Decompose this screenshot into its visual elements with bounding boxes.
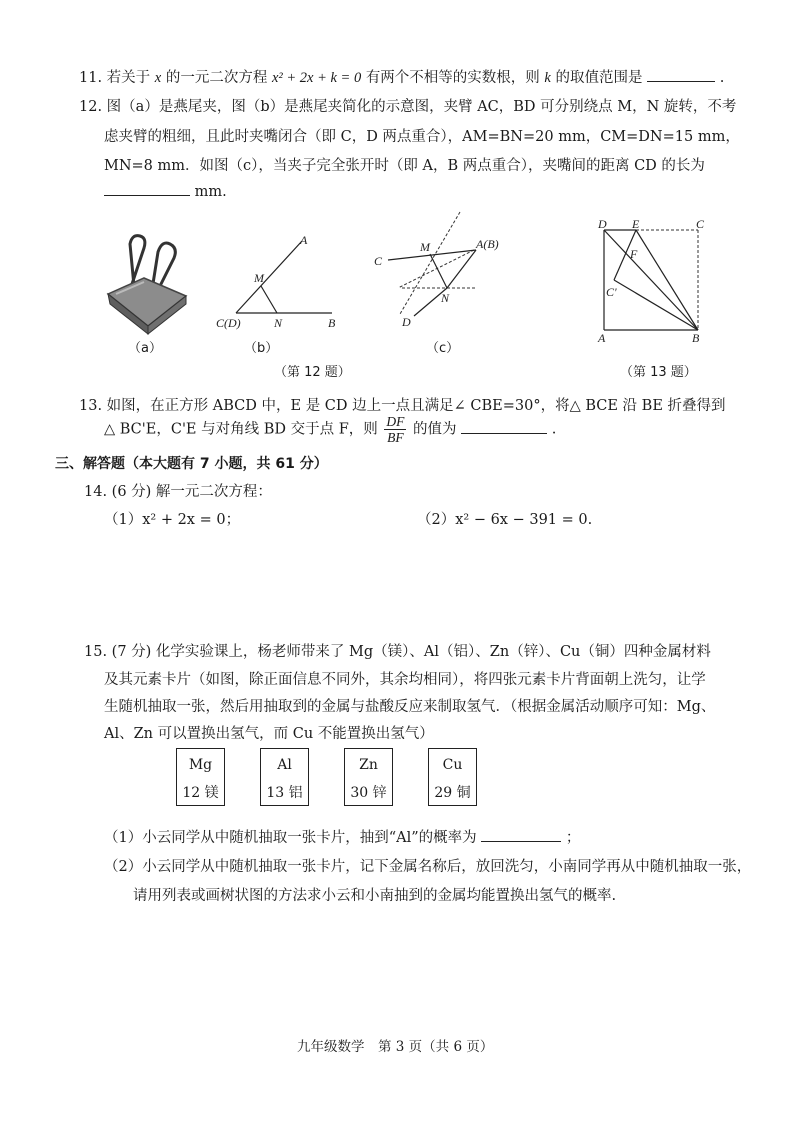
section-3-title: 三、解答题（本大题有 7 小题，共 61 分） xyxy=(55,456,328,472)
q12-answer-blank[interactable] xyxy=(104,181,190,196)
fig-b-label-n: N xyxy=(274,316,283,330)
q11-text-a: 若关于 xyxy=(106,70,151,86)
q13-frac-num: DF xyxy=(386,414,405,429)
card-number: 29 铜 xyxy=(434,785,471,801)
q15-sub1-end: ； xyxy=(565,830,581,846)
q13-answer-blank[interactable] xyxy=(461,419,547,434)
card-number: 30 锌 xyxy=(350,785,387,801)
element-card xyxy=(428,748,477,806)
q13-fraction xyxy=(384,414,406,445)
q15-line4: Al、Zn 可以置换出氢气，而 Cu 不能置换出氢气） xyxy=(104,726,434,742)
q14-number: 14. xyxy=(84,484,108,500)
question-12-line1 xyxy=(79,95,736,116)
element-card xyxy=(344,748,393,806)
q15-sub2-line2: 请用列表或画树状图的方法求小云和小南抽到的金属均能置换出氢气的概率. xyxy=(133,888,617,904)
card-symbol: Zn xyxy=(359,757,378,773)
q11-var-x: x xyxy=(154,70,162,86)
q13-line1: 如图，在正方形 ABCD 中，E 是 CD 边上一点且满足∠ CBE=30°，将△ BCE 沿 BE 折叠得到 xyxy=(106,398,726,414)
q13-line2-b: 的值为 xyxy=(413,421,457,438)
q13-line2-a: △ BC'E，C'E 与对角线 BD 交于点 F，则 xyxy=(104,421,378,438)
q13-label-b: B xyxy=(692,331,700,345)
q11-end: . xyxy=(719,70,725,86)
q13-figure-caption: （第 13 题） xyxy=(620,365,697,380)
q12-figure-caption: （第 12 题） xyxy=(274,365,351,380)
q11-number: 11. xyxy=(79,70,103,86)
q11-text-c: 有两个不相等的实数根，则 xyxy=(365,70,540,86)
figure-b-caption: （b） xyxy=(244,341,279,356)
q13-line2 xyxy=(104,414,556,445)
q13-label-e: E xyxy=(632,217,640,231)
element-card xyxy=(260,748,309,806)
q11-answer-blank[interactable] xyxy=(647,67,715,82)
question-13-line1 xyxy=(79,394,726,415)
q12-line3: MN=8 mm．如图（c），当夹子完全张开时（即 A，B 两点重合），夹嘴间的距离 CD 的长为 xyxy=(104,158,705,174)
q15-sub1-answer-blank[interactable] xyxy=(481,827,561,842)
element-card xyxy=(176,748,225,806)
fig-b-label-b: B xyxy=(328,316,336,330)
q15-number: 15. xyxy=(84,644,108,660)
q12-line1: 图（a）是燕尾夹，图（b）是燕尾夹简化的示意图，夹臂 AC，BD 可分别绕点 M，N 旋转，不考 xyxy=(106,99,737,115)
card-symbol: Cu xyxy=(442,757,463,773)
fig-c-label-n: N xyxy=(441,291,450,305)
card-number: 13 铝 xyxy=(266,785,303,801)
figure-c-caption: （c） xyxy=(426,341,460,356)
q15-line2: 及其元素卡片（如图，除正面信息不同外，其余均相同），将四张元素卡片背面朝上洗匀，让学 xyxy=(104,672,706,688)
fig-b-label-m: M xyxy=(254,271,264,285)
q12-unit: mm. xyxy=(194,184,227,200)
q11-var-k: k xyxy=(544,70,551,86)
q15-sub1-text: （1）小云同学从中随机抽取一张卡片，抽到“Al”的概率为 xyxy=(104,830,477,846)
q12-line2: 虑夹臂的粗细，且此时夹嘴闭合（即 C，D 两点重合），AM=BN=20 mm，CM=DN=15 mm， xyxy=(104,129,740,145)
page-footer: 九年级数学 第 3 页（共 6 页） xyxy=(297,1039,494,1055)
q13-square-diagram xyxy=(592,214,718,346)
q15-sub1 xyxy=(104,826,580,847)
card-number: 12 镁 xyxy=(182,785,219,801)
question-11 xyxy=(79,66,724,87)
figure-b-diagram xyxy=(214,230,344,330)
q13-label-c: C xyxy=(696,217,705,231)
card-symbol: Al xyxy=(277,757,292,773)
q14-stem: (6 分) 解一元二次方程： xyxy=(111,484,272,500)
q13-label-f: F xyxy=(630,247,638,261)
q13-label-d: D xyxy=(598,217,607,231)
fig-c-label-ab: A(B) xyxy=(476,237,499,251)
q14-part1: （1）x² + 2x = 0； xyxy=(104,512,241,528)
q13-label-cprime: C' xyxy=(606,285,617,299)
q12-answer-line xyxy=(104,181,227,200)
q13-number: 13. xyxy=(79,398,103,414)
q15-line1: (7 分) 化学实验课上，杨老师带来了 Mg（镁）、Al（铝）、Zn（锌）、Cu（铜）四种金属材料 xyxy=(111,644,711,660)
card-symbol: Mg xyxy=(188,757,213,773)
q11-equation: x² + 2x + k = 0 xyxy=(271,70,362,86)
fig-b-label-cd: C(D) xyxy=(216,316,241,330)
q15-sub2-line1: （2）小云同学从中随机抽取一张卡片，记下金属名称后，放回洗匀，小南同学再从中随机抽取一张， xyxy=(104,859,752,875)
fig-b-label-a: A xyxy=(300,233,308,247)
q12-number: 12. xyxy=(79,99,103,115)
q13-label-a: A xyxy=(598,331,606,345)
figure-a-caption: （a） xyxy=(128,341,162,356)
figure-c-diagram xyxy=(370,208,505,333)
q13-frac-den: BF xyxy=(387,430,404,445)
question-15-line1 xyxy=(84,640,711,661)
fig-c-label-d: D xyxy=(402,315,411,329)
fig-c-label-m: M xyxy=(420,240,430,254)
q11-text-b: 的一元二次方程 xyxy=(165,70,268,86)
fig-c-label-c: C xyxy=(374,254,383,268)
binder-clip-figure xyxy=(100,228,190,336)
question-14 xyxy=(84,480,272,501)
q14-part2: （2）x² − 6x − 391 = 0. xyxy=(417,512,593,528)
q11-text-d: 的取值范围是 xyxy=(555,70,643,86)
q15-line3: 生随机抽取一张，然后用抽取到的金属与盐酸反应来制取氢气．（根据金属活动顺序可知：Mg、 xyxy=(104,699,716,715)
q13-end: . xyxy=(551,421,557,438)
